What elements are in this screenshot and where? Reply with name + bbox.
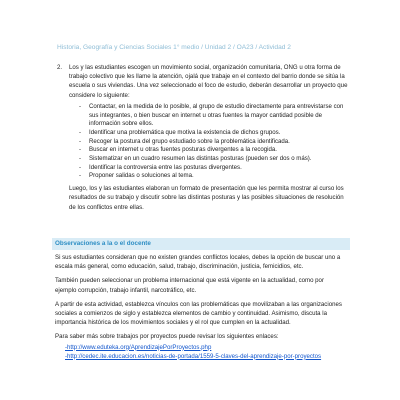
observation-paragraph: A partir de esta actividad, establezca vínculos con las problemáticas que movilizaban a las organizaciones sociales a comienzos de siglo y establezca elementos de cambio y continuidad. Asimismo, discuta la importancia histórica de los movimientos sociales y el rol que cumplen en la actualidad. xyxy=(55,300,342,327)
observation-paragraph: Si sus estudiantes consideran que no existen grandes conflictos locales, debes la opción de buscar uno a escala más general, como educación, salud, trabajo, discriminación, justicia, femicidios, etc. xyxy=(55,254,341,271)
list-item: - Recoger la postura del grupo estudiado sobre la problemática identificada. xyxy=(79,137,290,145)
list-item: - Identificar una problemática que motiva la existencia de dichos grupos. xyxy=(79,128,281,136)
list-item: - Identificar la controversia entre las posturas divergentes. xyxy=(79,163,242,171)
observation-paragraph: También pueden seleccionar un problema internacional que está vigente en la actualidad, como por ejemplo corrupción, trabajo infantil, narcotráfico, etc. xyxy=(55,277,324,294)
activity-item xyxy=(57,63,349,212)
list-item: - Buscar en internet u otras fuentes posturas divergentes a la recogida. xyxy=(79,146,278,154)
requirements-list xyxy=(69,103,349,181)
observation-paragraph: Para saber más sobre trabajos por proyectos puede revisar los siguientes enlaces: xyxy=(55,333,279,341)
activity-body xyxy=(69,63,349,212)
links-list xyxy=(55,343,346,361)
cedec-link[interactable]: -http://cedec.ite.educacion.es/noticias-de-portada/1559-5-claves-del-aprendizaje-por-proyectos xyxy=(65,352,322,360)
list-item: - Sistematizar en un cuadro resumen las distintas posturas (pueden ser dos o más). xyxy=(79,155,312,163)
eduteka-link[interactable]: -http://www.eduteka.org/AprendizajePorProyectos.php xyxy=(65,343,212,351)
list-item: - Proponer salidas o soluciones al tema. xyxy=(79,172,194,180)
list-item: - Contactar, en la medida de lo posible, al grupo de estudio directamente para entrevistarse con sus integrantes, o bien buscar en internet u otras fuentes la mayor cantidad posible de información sobre ellos. xyxy=(79,102,344,128)
observations-title: Observaciones a la o el docente xyxy=(52,238,350,250)
observations-body xyxy=(52,250,350,361)
activity-number: 2. xyxy=(57,64,63,71)
activity-intro: Los y las estudiantes escogen un movimiento social, organización comunitaria, ONG u otra forma de trabajo colectivo que les llame la atención, ojalá que trabaje en el contexto del barrio donde se sitúa la escuela o sus viviendas. Una vez seleccionado el foco de estudio, deberán desarrollar un proyecto que considere lo siguiente: xyxy=(69,64,348,99)
activity-section xyxy=(57,63,349,212)
breadcrumb: Historia, Geografía y Ciencias Sociales 1° medio / Unidad 2 / OA23 / Actividad 2 xyxy=(57,44,291,51)
activity-closing: Luego, los y las estudiantes elaboran un formato de presentación que les permita mostrar al curso los resultados de su trabajo y discutir sobre las distintas posturas y las posibles situaciones de resolución de los conflictos entre ellas. xyxy=(69,185,344,211)
teacher-observations xyxy=(52,238,350,361)
